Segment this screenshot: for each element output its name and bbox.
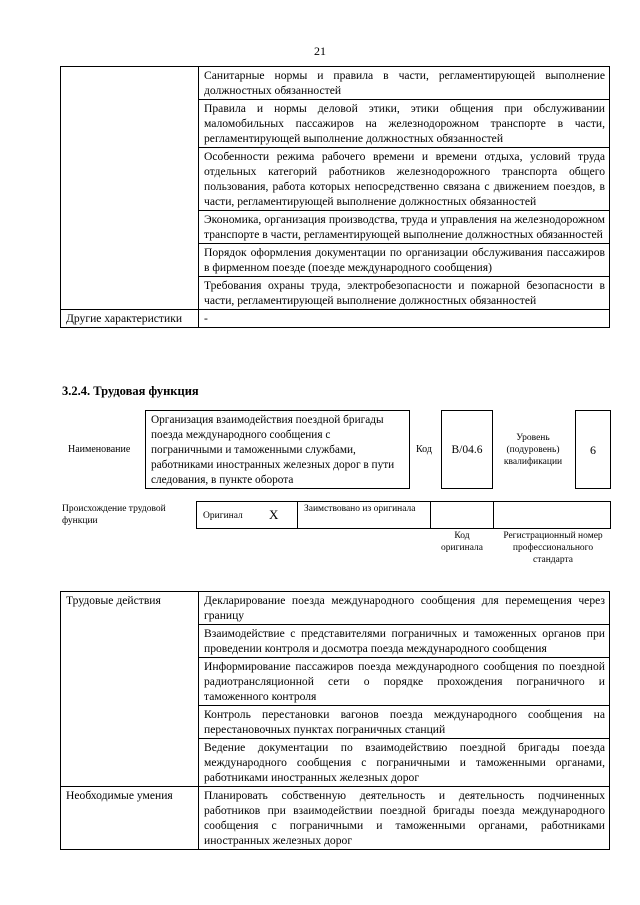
labor-action-item: Взаимодействие с представителями пограничных и таможенных органов при проведении контроля и досмотра поезда международного сообщения [199, 625, 610, 658]
code-label: Код [416, 444, 432, 455]
reg-number-cell [493, 501, 611, 529]
section-title: 3.2.4. Трудовая функция [62, 384, 199, 398]
knowledge-table [60, 66, 610, 328]
borrowed-cell [297, 501, 431, 529]
name-label: Наименование [68, 444, 131, 455]
knowledge-item: Требования охраны труда, электробезопасности и пожарной безопасности в части, регламентирующей выполнение должностных обязанностей [199, 277, 610, 310]
function-name-box [145, 410, 410, 489]
skills-label: Необходимые умения [61, 787, 199, 850]
level-value: 6 [590, 443, 596, 457]
original-code-caption: Код оригинала [441, 531, 483, 553]
level-box [575, 410, 611, 489]
level-label: Уровень (подуровень) квалификации [503, 433, 563, 467]
knowledge-item: Правила и нормы деловой этики, этики общения при обслуживании маломобильных пассажиров на железнодорожном транспорте в части, регламентирующей выполнение должностных обязанностей [199, 100, 610, 148]
borrowed-label: Заимствовано из оригинала [304, 504, 416, 514]
original-code-cell [430, 501, 494, 529]
reg-number-caption: Регистрационный номер профессионального стандарта [503, 531, 603, 565]
empty-label-cell [61, 67, 199, 310]
other-characteristics-value: - [199, 310, 610, 328]
skill-item: Планировать собственную деятельность и деятельность подчиненных работников при взаимодействии поездной бригады поезда международного сообщения с пограничными и таможенными органами, работниками иностранных железных дорог [199, 787, 610, 850]
labor-action-item: Информирование пассажиров поезда международного сообщения по поездной радиотрансляционной сети о порядке прохождения пограничного и таможенного контроля [199, 658, 610, 706]
code-value: B/04.6 [451, 444, 483, 456]
knowledge-item: Особенности режима рабочего времени и времени отдыха, условий труда отдельных категорий работников железнодорожного транспорта общего пользования, работа которых непосредственно связана с движением поездов, в части, регламентирующей выполнение должностных обязанностей [199, 148, 610, 211]
labor-actions-table [60, 591, 610, 850]
knowledge-item: Экономика, организация производства, труда и управления на железнодорожном транспорте в части, регламентирующей выполнение должностных обязанностей [199, 211, 610, 244]
labor-action-item: Декларирование поезда международного сообщения для перемещения через границу [199, 592, 610, 625]
original-cell [196, 501, 298, 529]
page-number: 21 [314, 44, 326, 58]
function-name-value: Организация взаимодействия поездной бригады поезда международного сообщения с пограничными и таможенными службами, работниками иностранных железных дорог в пути следования, в пункте оборота [151, 414, 395, 486]
knowledge-item: Санитарные нормы и правила в части, регламентирующей выполнение должностных обязанностей [199, 67, 610, 100]
origin-label: Происхождение трудовой функции [62, 504, 166, 526]
labor-action-item: Контроль перестановки вагонов поезда международного сообщения на перестановочных пунктах пограничных станций [199, 706, 610, 739]
original-mark: X [269, 507, 279, 522]
other-characteristics-label: Другие характеристики [61, 310, 199, 328]
labor-action-item: Ведение документации по взаимодействию поездной бригады поезда международного сообщения с пограничными и таможенными органами, работниками иностранных железных дорог [199, 739, 610, 787]
code-box [441, 410, 493, 489]
original-label: Оригинал [203, 511, 243, 521]
labor-actions-label: Трудовые действия [61, 592, 199, 787]
knowledge-item: Порядок оформления документации по организации обслуживания пассажиров в фирменном поезде (поезде международного сообщения) [199, 244, 610, 277]
